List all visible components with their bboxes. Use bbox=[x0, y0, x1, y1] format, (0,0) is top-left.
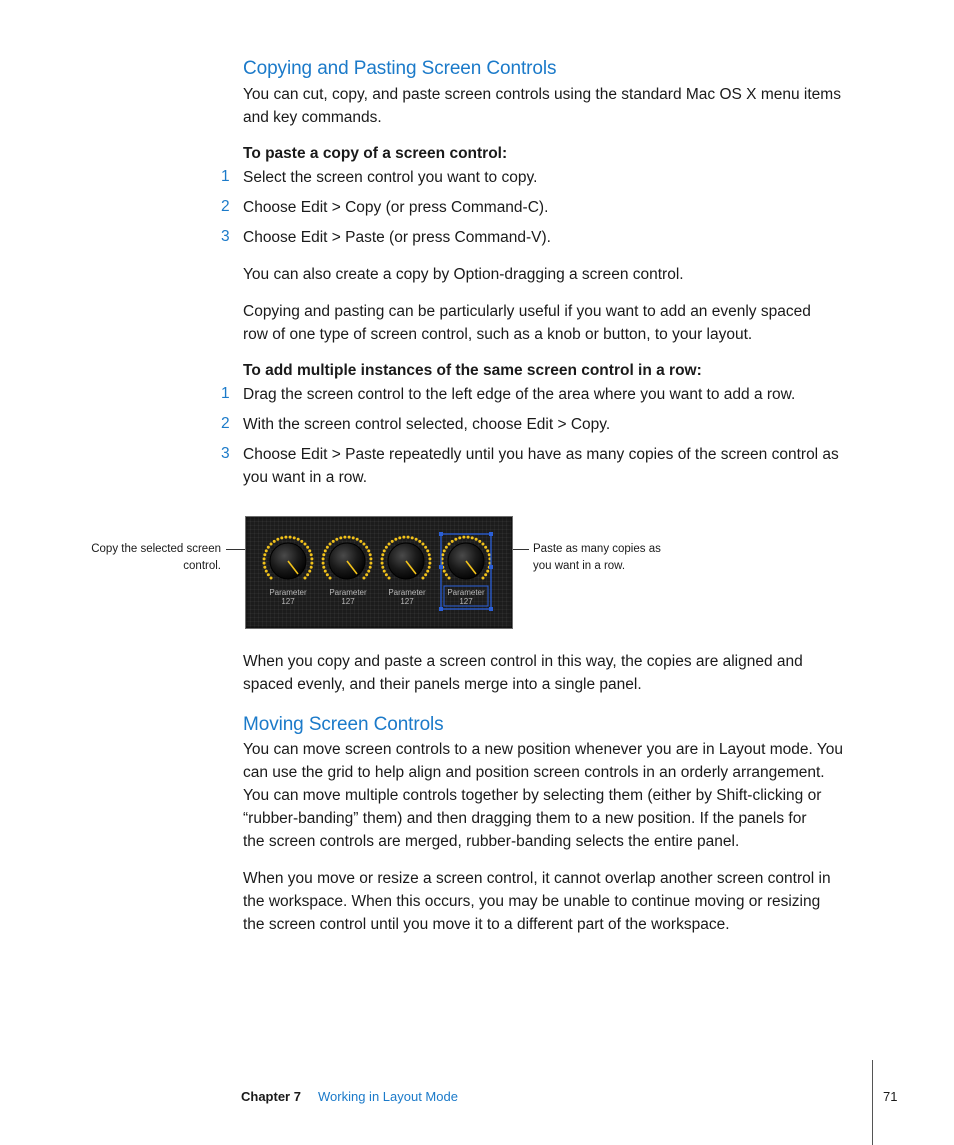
knob-ring-dot bbox=[324, 570, 327, 573]
knob-ring-dot bbox=[280, 536, 283, 539]
step-number: 1 bbox=[221, 385, 230, 402]
knob-ring-dot bbox=[486, 549, 489, 552]
step-text: Choose Edit > Copy (or press Command-C). bbox=[243, 199, 549, 216]
knob-ring-dot bbox=[270, 576, 273, 579]
knob-ring-dot bbox=[265, 570, 268, 573]
knob-ring-dot bbox=[475, 538, 478, 541]
knob-ring-dot bbox=[426, 570, 429, 573]
knob-ring-dot bbox=[332, 540, 335, 543]
knob-ring-dot bbox=[270, 543, 273, 546]
knob-ring-dot bbox=[445, 546, 448, 549]
knob-ring-dot bbox=[369, 562, 372, 565]
knob-ring-dot bbox=[326, 573, 329, 576]
knob-ring-dot bbox=[411, 536, 414, 539]
knob-ring-dot bbox=[418, 540, 421, 543]
knob-ring-dot bbox=[421, 543, 424, 546]
knob-ring-dot bbox=[369, 566, 372, 569]
knob-ring-dot bbox=[394, 538, 397, 541]
knob-ring-dot bbox=[289, 536, 292, 539]
knob-ring-dot bbox=[356, 538, 359, 541]
footer-chapter-label: Chapter 7 bbox=[241, 1089, 301, 1104]
knob-ring-dot bbox=[471, 536, 474, 539]
knob-ring-dot bbox=[441, 553, 444, 556]
knob-ring-dot bbox=[273, 540, 276, 543]
knob-ring-dot bbox=[454, 538, 457, 541]
knob-ring-dot bbox=[308, 549, 311, 552]
knob-ring-dot bbox=[424, 573, 427, 576]
knob-row-graphic bbox=[246, 517, 512, 628]
knob-ring-dot bbox=[293, 536, 296, 539]
option-drag-paragraph: You can also create a copy by Option-dragging a screen control. bbox=[243, 266, 684, 283]
selection-handle[interactable] bbox=[439, 532, 443, 536]
knob-ring-dot bbox=[443, 549, 446, 552]
knob-ring-dot bbox=[310, 566, 313, 569]
knobs-layer bbox=[263, 536, 492, 580]
step-text: With the screen control selected, choose Edit > Copy. bbox=[243, 416, 611, 433]
knob-control[interactable] bbox=[381, 536, 432, 580]
knob-ring-dot bbox=[383, 570, 386, 573]
knob-ring-dot bbox=[324, 549, 327, 552]
step-number: 2 bbox=[221, 198, 230, 215]
knob-ring-dot bbox=[478, 540, 481, 543]
knob-ring-dot bbox=[303, 576, 306, 579]
knob-ring-dot bbox=[443, 570, 446, 573]
step-number: 3 bbox=[221, 445, 230, 462]
knob-ring-dot bbox=[367, 570, 370, 573]
knob-ring-dot bbox=[263, 557, 266, 560]
knob-ring-dot bbox=[402, 536, 405, 539]
knob-ring-dot bbox=[481, 576, 484, 579]
knob-ring-dot bbox=[385, 573, 388, 576]
knob-ring-dot bbox=[365, 546, 368, 549]
selection-handle[interactable] bbox=[439, 565, 443, 569]
knob-ring-dot bbox=[448, 543, 451, 546]
step-text: Select the screen control you want to copy. bbox=[243, 169, 538, 186]
knob-ring-dot bbox=[339, 536, 342, 539]
knob-ring-dot bbox=[388, 576, 391, 579]
knob-ring-dot bbox=[428, 566, 431, 569]
knob-ring-dot bbox=[421, 576, 424, 579]
knob-label: Parameter 127 bbox=[269, 588, 307, 606]
knob-ring-dot bbox=[481, 543, 484, 546]
knob-ring-dot bbox=[486, 570, 489, 573]
intro-paragraph: You can cut, copy, and paste screen controls using the standard Mac OS X menu items and key commands. bbox=[243, 86, 841, 126]
knob-ring-dot bbox=[310, 557, 313, 560]
knob-ring-dot bbox=[369, 553, 372, 556]
right-callout-caption: Paste as many copies as you want in a row. bbox=[533, 543, 661, 572]
knob-ring-dot bbox=[426, 549, 429, 552]
knob-ring-dot bbox=[467, 536, 470, 539]
knob-ring-dot bbox=[322, 566, 325, 569]
knob-ring-dot bbox=[381, 566, 384, 569]
knob-ring-dot bbox=[381, 562, 384, 565]
knob-ring-dot bbox=[369, 557, 372, 560]
step-text: Choose Edit > Paste repeatedly until you have as many copies of the screen control as you want in a row. bbox=[243, 446, 839, 486]
selection-handle[interactable] bbox=[489, 565, 493, 569]
knob-ring-dot bbox=[448, 576, 451, 579]
knob-label: Parameter 127 bbox=[329, 588, 367, 606]
knob-control[interactable] bbox=[322, 536, 373, 580]
knob-ring-dot bbox=[322, 553, 325, 556]
knob-ring-dot bbox=[284, 536, 287, 539]
knob-ring-dot bbox=[424, 546, 427, 549]
useful-paragraph: Copying and pasting can be particularly useful if you want to add an evenly spaced row of one type of screen control, such as a knob or button, to your layout. bbox=[243, 303, 811, 343]
knob-ring-dot bbox=[263, 553, 266, 556]
knob-ring-dot bbox=[263, 562, 266, 565]
knob-ring-dot bbox=[365, 573, 368, 576]
task-title-row-instances: To add multiple instances of the same screen control in a row: bbox=[243, 362, 702, 379]
knob-ring-dot bbox=[428, 553, 431, 556]
section-heading-copying: Copying and Pasting Screen Controls bbox=[243, 58, 557, 79]
knob-ring-dot bbox=[265, 549, 268, 552]
knob-ring-dot bbox=[407, 536, 410, 539]
knob-ring-dot bbox=[306, 546, 309, 549]
knob-ring-dot bbox=[329, 543, 332, 546]
knob-ring-dot bbox=[348, 536, 351, 539]
knob-ring-dot bbox=[329, 576, 332, 579]
knob-ring-dot bbox=[428, 557, 431, 560]
moving-paragraph-1: You can move screen controls to a new position whenever you are in Layout mode. You can use the grid to help align and position screen controls in an orderly arrangement. You can move multiple controls together by selecting them (either by Shift-clicking or “rubber-banding” them) and then dragging them to a new position. If the panels for the screen controls are merged, rubber-banding selects the entire panel. bbox=[243, 741, 844, 850]
moving-paragraph-2: When you move or resize a screen control, it cannot overlap another screen control in the workspace. When this occurs, you may be unable to continue moving or resizing the screen control until you move it to a different part of the workspace. bbox=[243, 870, 831, 933]
knob-ring-dot bbox=[326, 546, 329, 549]
step-number: 2 bbox=[221, 415, 230, 432]
knob-ring-dot bbox=[297, 538, 300, 541]
knob-ring-dot bbox=[462, 536, 465, 539]
selection-handle[interactable] bbox=[439, 607, 443, 611]
knob-ring-dot bbox=[367, 549, 370, 552]
knob-ring-dot bbox=[267, 546, 270, 549]
knob-ring-dot bbox=[484, 546, 487, 549]
knob-ring-dot bbox=[303, 543, 306, 546]
knob-ring-dot bbox=[445, 573, 448, 576]
knob-control[interactable] bbox=[263, 536, 314, 580]
knob-ring-dot bbox=[362, 543, 365, 546]
knob-ring-dot bbox=[310, 562, 313, 565]
knob-ring-dot bbox=[276, 538, 279, 541]
section-heading-moving: Moving Screen Controls bbox=[243, 714, 444, 735]
knob-ring-dot bbox=[484, 573, 487, 576]
knob-ring-dot bbox=[451, 540, 454, 543]
knob-ring-dot bbox=[308, 570, 311, 573]
footer-chapter-title: Working in Layout Mode bbox=[318, 1089, 458, 1104]
knob-ring-dot bbox=[322, 562, 325, 565]
knob-ring-dot bbox=[352, 536, 355, 539]
knob-ring-dot bbox=[385, 546, 388, 549]
knob-ring-dot bbox=[388, 543, 391, 546]
knob-ring-dot bbox=[267, 573, 270, 576]
left-callout-caption: Copy the selected screen control. bbox=[91, 543, 221, 572]
step-number: 3 bbox=[221, 228, 230, 245]
knob-control[interactable] bbox=[441, 536, 492, 580]
knob-label: Parameter 127 bbox=[447, 588, 485, 606]
knob-ring-dot bbox=[263, 566, 266, 569]
footer-divider bbox=[872, 1060, 873, 1145]
knob-ring-dot bbox=[415, 538, 418, 541]
step-number: 1 bbox=[221, 168, 230, 185]
selection-handle[interactable] bbox=[489, 607, 493, 611]
step-text: Choose Edit > Paste (or press Command-V). bbox=[243, 229, 551, 246]
knob-ring-dot bbox=[458, 536, 461, 539]
knob-ring-dot bbox=[488, 553, 491, 556]
knob-ring-dot bbox=[359, 540, 362, 543]
knob-ring-dot bbox=[391, 540, 394, 543]
knob-ring-dot bbox=[362, 576, 365, 579]
step-text: Drag the screen control to the left edge of the area where you want to add a row. bbox=[243, 386, 796, 403]
page-number: 71 bbox=[883, 1089, 898, 1104]
knob-ring-dot bbox=[343, 536, 346, 539]
task-title-paste-copy: To paste a copy of a screen control: bbox=[243, 145, 508, 162]
knob-ring-dot bbox=[310, 553, 313, 556]
knob-ring-dot bbox=[322, 557, 325, 560]
knob-ring-dot bbox=[381, 553, 384, 556]
knob-ring-dot bbox=[306, 573, 309, 576]
knob-ring-dot bbox=[300, 540, 303, 543]
knob-ring-dot bbox=[335, 538, 338, 541]
knob-ring-dot bbox=[428, 562, 431, 565]
after-figure-paragraph: When you copy and paste a screen control in this way, the copies are aligned and spaced evenly, and their panels merge into a single panel. bbox=[243, 653, 803, 693]
knob-ring-dot bbox=[383, 549, 386, 552]
selection-handle[interactable] bbox=[489, 532, 493, 536]
knob-ring-dot bbox=[381, 557, 384, 560]
knob-ring-dot bbox=[398, 536, 401, 539]
screen-control-panel bbox=[245, 516, 513, 629]
knob-label: Parameter 127 bbox=[388, 588, 426, 606]
